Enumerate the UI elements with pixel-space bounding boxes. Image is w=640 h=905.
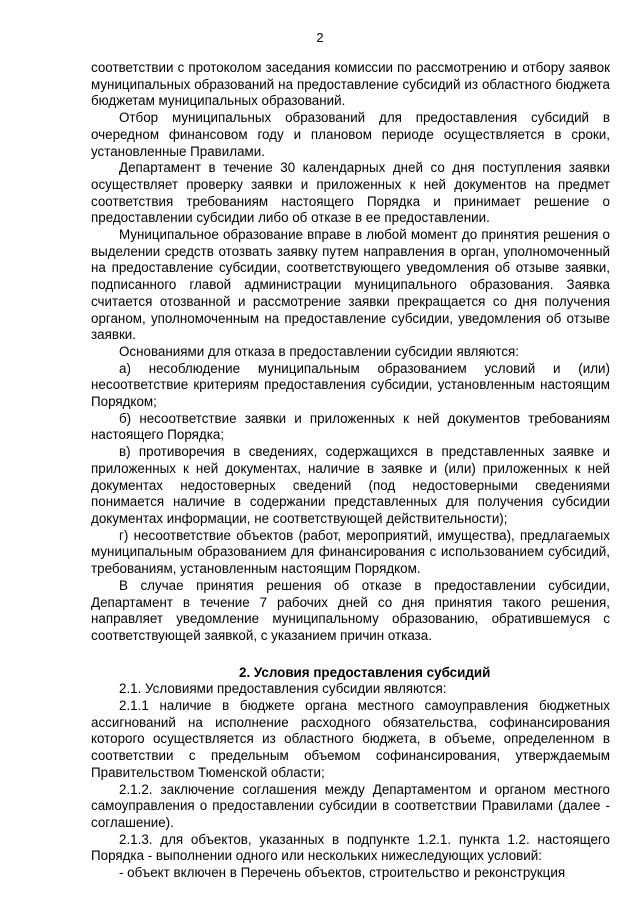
paragraph-refusal-notice: В случае принятия решения об отказе в предоставлении субсидии, Департамент в течение 7 рабочих дней со дня принятия такого решения, направляет уведомление муниципальному образованию, обратившемуся с соответствующей заявкой, с указанием причин отказа. [91, 577, 610, 643]
paragraph-continuation: соответствии с протоколом заседания комиссии по рассмотрению и отбору заявок муниципальных образований на предоставление субсидий из областного бюджета бюджетам муниципальных образований. [91, 60, 610, 109]
paragraph-2-1: 2.1. Условиями предоставления субсидии являются: [119, 681, 447, 697]
document-body [91, 60, 610, 882]
paragraph-2-1-2: 2.1.2. заключение соглашения между Департаментом и органом местного самоуправления о предоставлении субсидии в соответствии Правилами (далее - соглашение). [91, 781, 610, 830]
paragraph-selection-timing: Отбор муниципальных образований для предоставления субсидий в очередном финансовом году и плановом периоде осуществляется в сроки, установленные Правилами. [91, 110, 610, 159]
paragraph-application-withdrawal: Муниципальное образование вправе в любой момент до принятия решения о выделении средств отозвать заявку путем направления в орган, уполномоченный на предоставление субсидии, соответствующего уведомления об отзыве заявки, подписанного главой администрации муниципального образования. Заявка считается отозванной и рассмотрение заявки прекращается со дня получения органом, уполномоченным на предоставление субсидии, уведомления об отзыве заявки. [91, 227, 610, 343]
page-number: 2 [316, 30, 324, 45]
list-item-refusal-b: б) несоответствие заявки и приложенных к ней документов требованиям настоящего Порядка; [91, 410, 610, 443]
section-heading: 2. Условия предоставления субсидий [239, 664, 491, 680]
paragraph-object-condition: - объект включен в Перечень объектов, строительство и реконструкция [119, 865, 566, 881]
list-item-refusal-d: г) несоответствие объектов (работ, мероприятий, имущества), предлагаемых муниципальным образованием для финансирования с использованием субсидий, требованиям, установленным настоящим Порядком. [91, 527, 610, 577]
paragraph-department-review: Департамент в течение 30 календарных дней со дня поступления заявки осуществляет проверку заявки и приложенных к ней документов на предмет соответствия требованиям настоящего Порядка и принимает решение о предоставлении субсидии либо об отказе в ее предоставлении. [91, 160, 610, 226]
list-item-refusal-c: в) противоречия в сведениях, содержащихся в представленных заявке и приложенных к ней документах, наличие в заявке и (или) приложенных к ней документах недостоверных сведений (под недостоверными сведениями понимается наличие в содержании представленных для получения субсидии документах информации, не соответствующей действительности); [91, 444, 610, 526]
list-item-refusal-a: а) несоблюдение муниципальным образованием условий и (или) несоответствие критериям предоставления субсидии, установленным настоящим Порядком; [91, 360, 610, 410]
paragraph-refusal-grounds: Основаниями для отказа в предоставлении субсидии являются: [119, 343, 519, 359]
paragraph-2-1-1: 2.1.1 наличие в бюджете органа местного самоуправления бюджетных ассигнований на исполнение расходного обязательства, софинансирования которого осуществляется из областного бюджета, в объеме, определенном в соответствии с предельным объемом софинансирования, утверждаемым Правительством Тюменской области; [91, 698, 610, 780]
paragraph-2-1-3: 2.1.3. для объектов, указанных в подпункте 1.2.1. пункта 1.2. настоящего Порядка - выполнении одного или нескольких нижеследующих условий: [91, 831, 610, 864]
